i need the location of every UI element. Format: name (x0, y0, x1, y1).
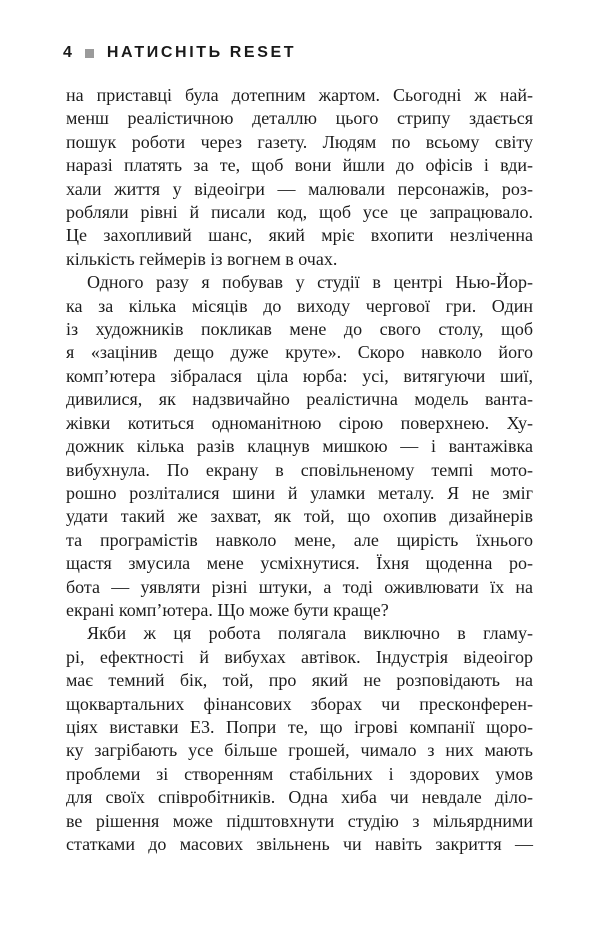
text-line: Одного разу я побував у студії в центрі Нью-Йор- (87, 272, 533, 293)
text-line: ве рішення може підштовхнути студію з мільярдними (66, 810, 533, 831)
text-line: наразі платять за те, щоб вони йшли до офісів і вди- (66, 155, 533, 176)
text-line: екрані компʼютера. Що може бути краще? (66, 599, 389, 620)
text-line: щоквартальних фінансових зборах чи пресконферен- (66, 693, 533, 714)
text-line: пошук роботи через газету. Людям по всьому світу (66, 131, 533, 152)
paragraph (66, 622, 533, 856)
text-line: ку загрібають усе більше грошей, чимало з них мають (66, 740, 533, 761)
text-line: кількість геймерів із вогнем в очах. (66, 248, 338, 269)
text-line: проблеми зі створенням стабільних і здорових умов (66, 763, 533, 784)
paragraph (66, 271, 533, 622)
text-line: щастя змусила мене усміхнутися. Їхня щоденна ро- (66, 553, 533, 574)
text-line: удати такий же захват, як той, що охопив дизайнерів (66, 506, 533, 527)
text-line: статками до масових звільнень чи навіть закриття — (66, 834, 533, 854)
body-text (66, 84, 533, 856)
text-line: ка за кілька місяців до виходу чергової гри. Один (66, 295, 533, 316)
text-line: Якби ж ця робота полягала виключно в гламу- (87, 623, 533, 644)
text-line: я «зацінив дещо дуже круте». Скоро навколо його (66, 342, 533, 363)
text-line: дивилися, як надзвичайно реалістична модель ванта- (66, 389, 533, 410)
text-line: бота — уявляти різні штуки, а тоді оживлювати їх на (66, 576, 533, 597)
text-line: компʼютера зібралася ціла юрба: усі, витягуючи шиї, (66, 365, 533, 386)
text-line: ціях виставки Е3. Попри те, що ігрові компанії щоро- (66, 716, 533, 737)
text-line: має темний бік, той, про який не розповідають на (66, 670, 533, 691)
text-line: Це захопливий шанс, який мріє вхопити незліченна (66, 225, 533, 246)
running-title: НАТИСНІТЬ RESET (106, 44, 297, 61)
text-line: менш реалістичною деталлю цього стрипу здається (66, 108, 533, 129)
text-line: робляли рівні й писали код, щоб усе це запрацювало. (66, 202, 533, 223)
text-line: для своїх співробітників. Одна хиба чи невдале діло- (66, 787, 533, 808)
paragraph (66, 84, 533, 271)
square-marker-icon (85, 49, 94, 58)
text-line: рі, ефектності й вибухах автівок. Індустрія відеоігор (66, 646, 533, 667)
text-line: дожник кілька разів клацнув мишкою — і вантажівка (66, 436, 533, 457)
text-line: із художників покликав мене до свого столу, щоб (66, 319, 533, 340)
page-header (63, 45, 296, 61)
text-line: хали життя у відеоігри — малювали персонажів, роз- (66, 178, 533, 199)
text-line: жівки котиться одноманітною сірою поверхнею. Ху- (66, 412, 533, 433)
text-line: рошно розліталися шини й уламки металу. Я не зміг (66, 482, 533, 503)
text-line: та програмістів навколо мене, але щирість їхнього (66, 529, 533, 550)
text-line: вибухнула. По екрану в сповільненому темпі мото- (66, 459, 533, 480)
text-line: на приставці була дотепним жартом. Сьогодні ж най- (66, 85, 533, 105)
page-number: 4 (63, 44, 73, 61)
